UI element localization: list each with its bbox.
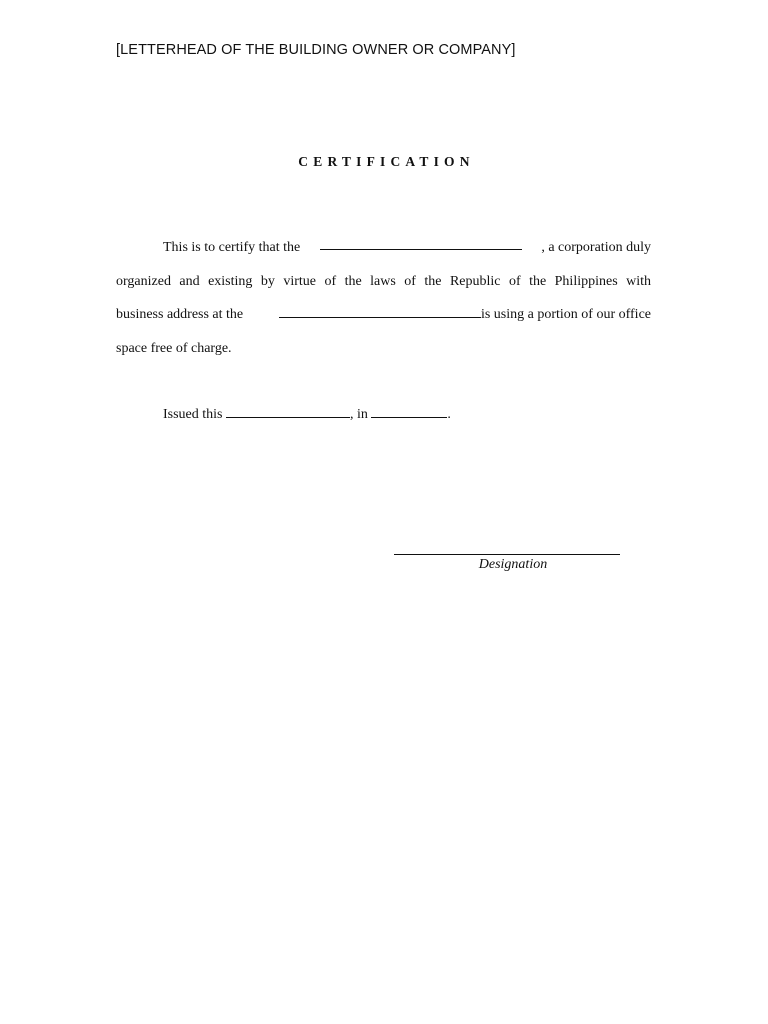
paragraph-line-1 xyxy=(116,234,651,268)
line-2-text: organized and existing by virtue of the laws of the Republic of the Philippines with xyxy=(116,273,651,289)
line-4-text: space free of charge. xyxy=(116,340,232,356)
letterhead-placeholder: [LETTERHEAD OF THE BUILDING OWNER OR COMPANY] xyxy=(116,42,516,58)
issued-middle: , in xyxy=(350,407,368,422)
issued-line xyxy=(163,401,451,429)
line-1-suffix: , a corporation duly xyxy=(541,240,651,255)
issued-date-blank[interactable] xyxy=(226,402,350,418)
line-3-group xyxy=(279,301,651,335)
issued-place-blank[interactable] xyxy=(371,402,447,418)
line-1-prefix: This is to certify that the xyxy=(163,240,301,255)
business-address-blank[interactable] xyxy=(279,302,481,318)
line-3-suffix: is using a portion of our office xyxy=(480,307,651,322)
issued-prefix: Issued this xyxy=(163,407,223,422)
corporation-name-blank[interactable] xyxy=(320,234,522,250)
designation-label: Designation xyxy=(478,557,548,572)
paragraph-line-2 xyxy=(116,268,651,302)
certification-paragraph xyxy=(116,234,651,368)
paragraph-line-4 xyxy=(116,335,651,369)
document-title: CERTIFICATION xyxy=(298,154,475,169)
line-3-prefix: business address at the xyxy=(116,307,244,322)
paragraph-line-3 xyxy=(116,301,651,335)
signature-line[interactable] xyxy=(394,554,620,555)
issued-suffix: . xyxy=(447,407,451,422)
